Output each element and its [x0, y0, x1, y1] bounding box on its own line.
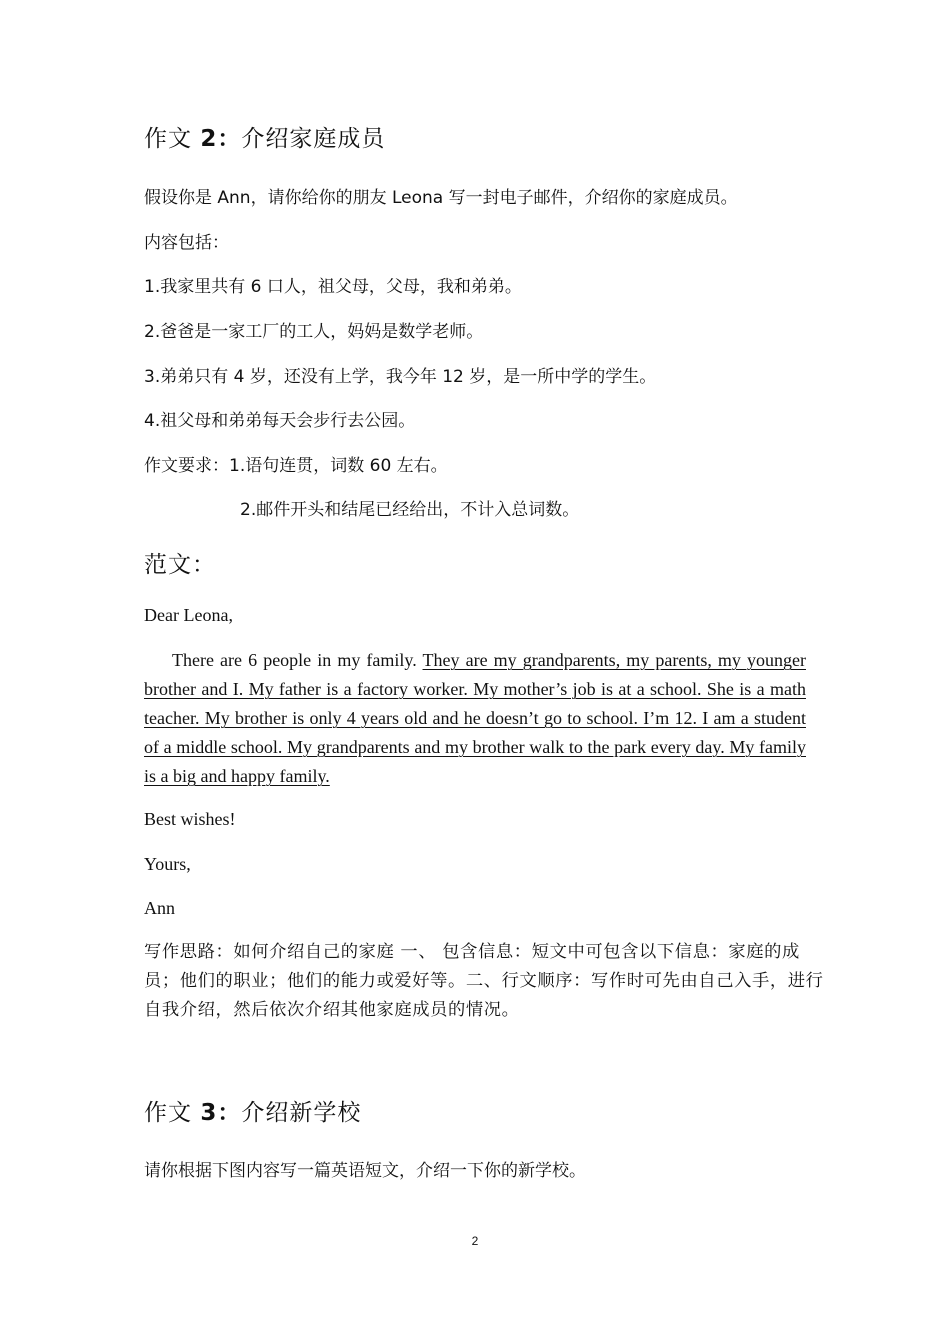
letter-body-plain: There are 6 people in my family.: [172, 650, 423, 670]
requirement-2: 2.邮件开头和结尾已经给出，不计入总词数。: [240, 500, 580, 520]
essay2-heading: 作文 2：介绍家庭成员: [144, 126, 386, 152]
letter-closing: Best wishes!: [144, 809, 236, 829]
essay3-prompt: 请你根据下图内容写一篇英语短文，介绍一下你的新学校。: [144, 1161, 586, 1181]
point-4: 4.祖父母和弟弟每天会步行去公园。: [144, 411, 416, 431]
point-2: 2.爸爸是一家工厂的工人，妈妈是数学老师。: [144, 322, 484, 342]
letter-body: [144, 646, 806, 791]
letter-greeting: Dear Leona,: [144, 605, 233, 625]
point-1: 1.我家里共有 6 口人，祖父母，父母，我和弟弟。: [144, 277, 522, 297]
sample-label: 范文：: [144, 552, 216, 578]
letter-yours: Yours,: [144, 854, 191, 874]
essay2-prompt: 假设你是 Ann，请你给你的朋友 Leona 写一封电子邮件，介绍你的家庭成员。: [144, 188, 738, 208]
essay3-heading: 作文 3：介绍新学校: [144, 1100, 362, 1126]
point-3: 3.弟弟只有 4 岁，还没有上学，我今年 12 岁，是一所中学的学生。: [144, 367, 657, 387]
content-label: 内容包括：: [144, 233, 229, 253]
requirement-1: 作文要求：1.语句连贯，词数 60 左右。: [144, 456, 448, 476]
page-number: 2: [471, 1234, 479, 1248]
letter-signature: Ann: [144, 898, 175, 918]
writing-tips: 写作思路：如何介绍自己的家庭 一、 包含信息：短文中可包含以下信息：家庭的成员；他们的职业；他们的能力或爱好等。二、行文顺序：写作时可先由自己入手，进行自我介绍，然后依次介绍其他家庭成员的情况。: [144, 942, 824, 1020]
letter-body-underlined: They are my grandparents, my parents, my younger brother and I. My father is a factory worker. My mother’s job is at a school. She is a math teacher. My brother is only 4 years old and he doesn’t go to school. I’m 12. I am a student of a middle school. My grandparents and my brother walk to the park every day. My family is a big and happy family.: [144, 650, 806, 786]
